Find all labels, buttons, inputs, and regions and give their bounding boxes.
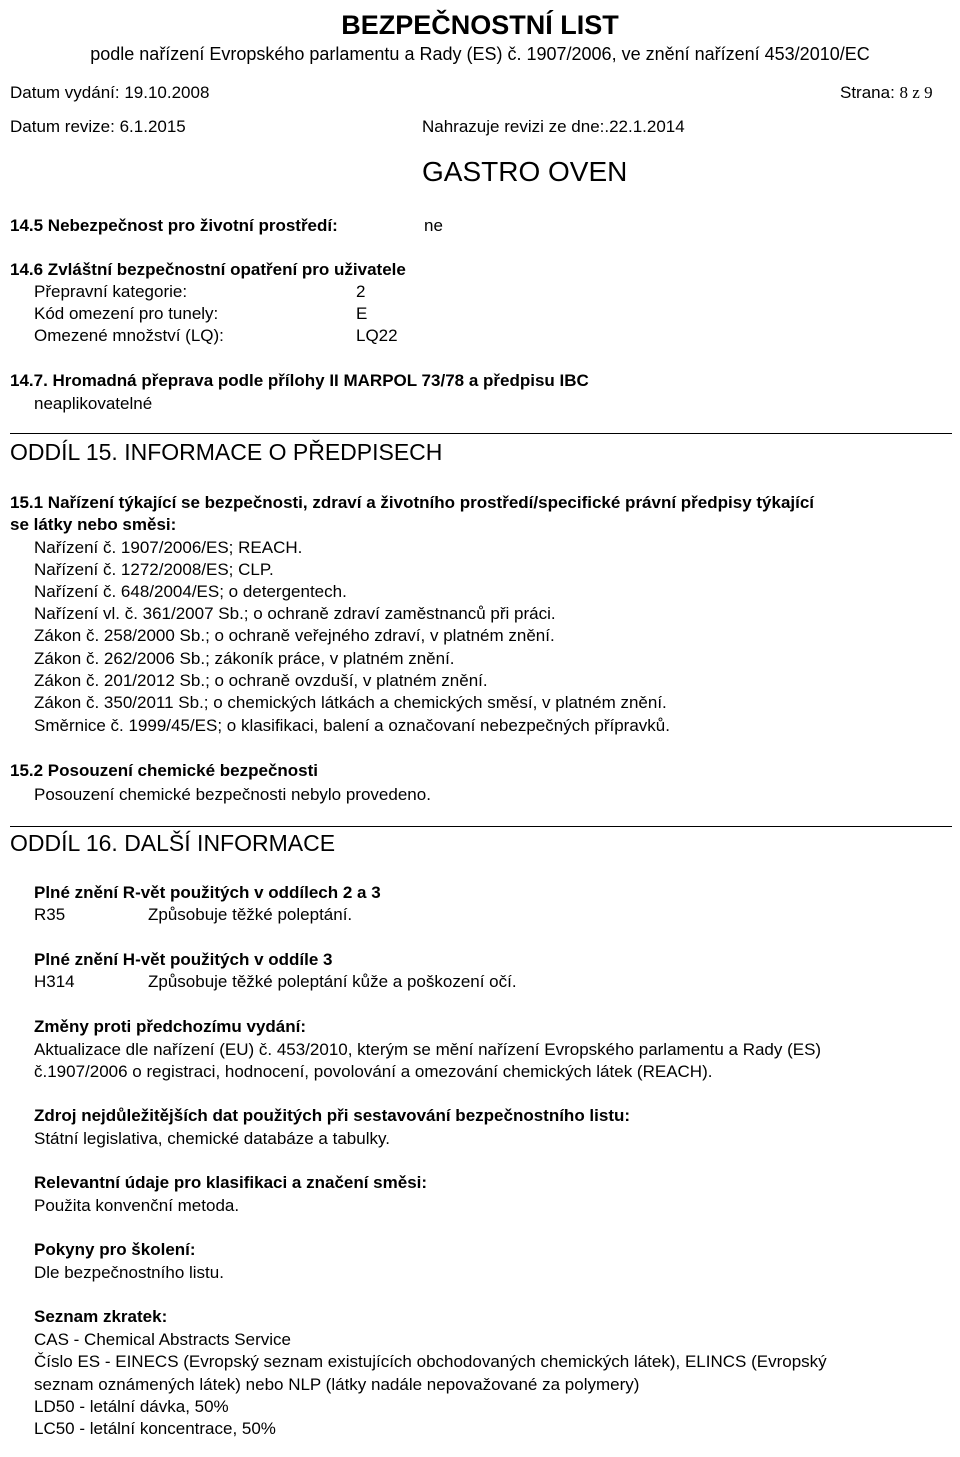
- h-phrases-heading: Plné znění H-vět použitých v oddíle 3: [34, 950, 333, 969]
- regulation-item: Nařízení vl. č. 361/2007 Sb.; o ochraně zdraví zaměstnanců při práci.: [34, 604, 556, 623]
- section-15-1-heading-line2: se látky nebo směsi:: [10, 515, 177, 534]
- regulation-item: Zákon č. 258/2000 Sb.; o ochraně veřejného zdraví, v platném znění.: [34, 626, 555, 645]
- abbreviation-item: LD50 - letální dávka, 50%: [34, 1397, 229, 1416]
- page-label: Strana:: [840, 83, 895, 102]
- page-numbers: 8 z 9: [899, 83, 933, 102]
- section-16-divider: [10, 826, 952, 827]
- limited-quantity-value: LQ22: [356, 326, 398, 345]
- changes-text-line2: č.1907/2006 o registraci, hodnocení, povolování a omezování chemických látek (REACH).: [34, 1062, 713, 1081]
- abbreviation-item: LC50 - letální koncentrace, 50%: [34, 1419, 276, 1438]
- product-name: GASTRO OVEN: [422, 156, 628, 187]
- revision-date: Datum revize: 6.1.2015: [10, 117, 186, 136]
- section-15-1-heading-line1: 15.1 Nařízení týkající se bezpečnosti, zdraví a životního prostředí/specifické právní předpisy týkající: [10, 493, 815, 512]
- section-14-7-text: neaplikovatelné: [34, 394, 153, 413]
- regulation-item: Nařízení č. 1907/2006/ES; REACH.: [34, 538, 303, 557]
- changes-text-line1: Aktualizace dle nařízení (EU) č. 453/2010, kterým se mění nařízení Evropského parlamentu a Rady (ES): [34, 1040, 822, 1059]
- training-heading: Pokyny pro školení:: [34, 1240, 196, 1259]
- section-15-2-text: Posouzení chemické bezpečnosti nebylo provedeno.: [34, 785, 431, 804]
- replaces-revision: Nahrazuje revizi ze dne:.22.1.2014: [422, 117, 685, 136]
- abbreviation-item: seznam oznámených látek) nebo NLP (látky nadále nepovažované za polymery): [34, 1375, 640, 1394]
- regulation-item: Zákon č. 201/2012 Sb.; o ochraně ovzduší, v platném znění.: [34, 671, 488, 690]
- section-16-heading: ODDÍL 16. DALŠÍ INFORMACE: [10, 830, 336, 856]
- section-14-7-heading: 14.7. Hromadná přeprava podle přílohy II MARPOL 73/78 a předpisu IBC: [10, 371, 589, 390]
- document-title: BEZPEČNOSTNÍ LIST: [341, 10, 619, 40]
- r-phrase-text: Způsobuje těžké poleptání.: [148, 905, 353, 924]
- issue-date: Datum vydání: 19.10.2008: [10, 83, 210, 102]
- document-subtitle: podle nařízení Evropského parlamentu a Rady (ES) č. 1907/2006, ve znění nařízení 453/2010/EC: [90, 44, 870, 64]
- sources-text: Státní legislativa, chemické databáze a tabulky.: [34, 1129, 390, 1148]
- regulation-item: Nařízení č. 1272/2008/ES; CLP.: [34, 560, 274, 579]
- abbreviations-heading: Seznam zkratek:: [34, 1307, 168, 1326]
- limited-quantity-label: Omezené množství (LQ):: [34, 326, 224, 345]
- sources-heading: Zdroj nejdůležitějších dat použitých při sestavování bezpečnostního listu:: [34, 1106, 631, 1125]
- classification-text: Použita konvenční metoda.: [34, 1196, 240, 1215]
- h-phrase-code: H314: [34, 972, 75, 991]
- h-phrase-text: Způsobuje těžké poleptání kůže a poškození očí.: [148, 972, 517, 991]
- section-14-5-label: 14.5 Nebezpečnost pro životní prostředí:: [10, 216, 338, 235]
- transport-category-label: Přepravní kategorie:: [34, 282, 188, 301]
- training-text: Dle bezpečnostního listu.: [34, 1263, 224, 1282]
- regulation-item: Směrnice č. 1999/45/ES; o klasifikaci, balení a označovaní nebezpečných přípravků.: [34, 716, 670, 735]
- section-14-6-heading: 14.6 Zvláštní bezpečnostní opatření pro uživatele: [10, 260, 406, 279]
- r-phrases-heading: Plné znění R-vět použitých v oddílech 2 a 3: [34, 883, 381, 902]
- section-14-5-value: ne: [424, 216, 443, 235]
- classification-heading: Relevantní údaje pro klasifikaci a značení směsi:: [34, 1173, 428, 1192]
- page-indicator: [840, 84, 933, 101]
- section-15-2-heading: 15.2 Posouzení chemické bezpečnosti: [10, 761, 319, 780]
- r-phrase-code: R35: [34, 905, 66, 924]
- tunnel-code-value: E: [356, 304, 368, 323]
- tunnel-code-label: Kód omezení pro tunely:: [34, 304, 219, 323]
- abbreviation-item: CAS - Chemical Abstracts Service: [34, 1330, 291, 1349]
- changes-heading: Změny proti předchozímu vydání:: [34, 1017, 307, 1036]
- abbreviation-item: Číslo ES - EINECS (Evropský seznam existujících obchodovaných chemických látek), ELINCS (Evropský: [34, 1352, 827, 1371]
- transport-category-value: 2: [356, 282, 366, 301]
- section-15-heading: ODDÍL 15. INFORMACE O PŘEDPISECH: [10, 439, 443, 465]
- section-15-divider: [10, 433, 952, 434]
- regulation-item: Nařízení č. 648/2004/ES; o detergentech.: [34, 582, 347, 601]
- regulation-item: Zákon č. 350/2011 Sb.; o chemických látkách a chemických směsí, v platném znění.: [34, 693, 667, 712]
- regulation-item: Zákon č. 262/2006 Sb.; zákoník práce, v platném znění.: [34, 649, 455, 668]
